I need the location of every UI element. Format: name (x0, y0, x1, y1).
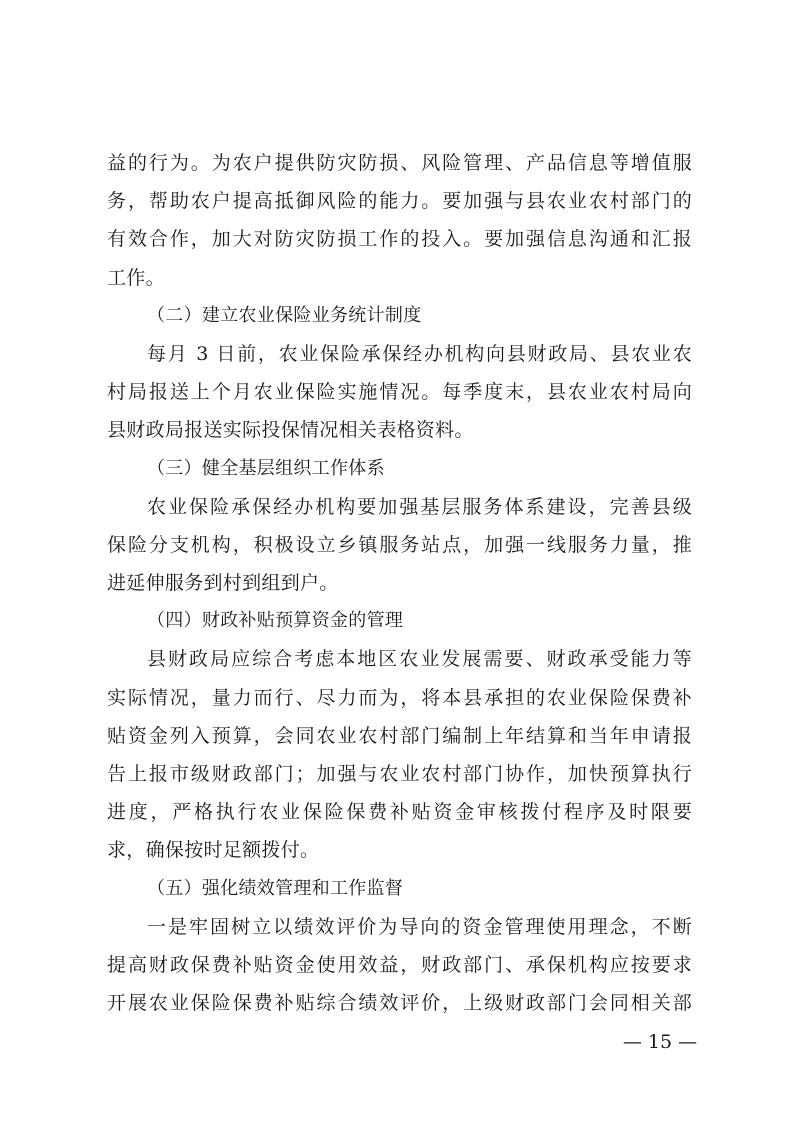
paragraph-line: 保险分支机构，积极设立乡镇服务站点，加强一线服务力量，推 (107, 533, 692, 556)
paragraph-line: 告上报市级财政部门；加强与农业农村部门协作，加快预算执行 (107, 763, 692, 785)
paragraph-line: 实际情况，量力而行、尽力而为，将本县承担的农业保险保费补 (107, 686, 692, 709)
paragraph-line: 工作。 (107, 266, 165, 289)
section-heading-4: （四）财政补贴预算资金的管理 (147, 610, 404, 632)
paragraph-line: 进延伸服务到村到组到户。 (107, 572, 339, 595)
paragraph-line: 进度，严格执行农业保险保费补贴资金审核拨付程序及时限要 (107, 801, 692, 824)
paragraph-line: 务，帮助农户提高抵御风险的能力。要加强与县农业农村部门的 (107, 190, 692, 213)
section-heading-5: （五）强化绩效管理和工作监督 (147, 877, 404, 899)
section-heading-3: （三）健全基层组织工作体系 (147, 457, 385, 479)
paragraph-line: 开展农业保险保费补贴综合绩效评价，上级财政部门会同相关部 (107, 992, 692, 1015)
paragraph-line: 益的行为。为农户提供防灾防损、风险管理、产品信息等增值服 (107, 152, 692, 174)
paragraph-line: 提高财政保费补贴资金使用效益，财政部门、承保机构应按要求 (107, 953, 692, 976)
paragraph-line: 一是牢固树立以绩效评价为导向的资金管理使用理念，不断 (147, 915, 692, 938)
paragraph-line: 每月 3 日前，农业保险承保经办机构向县财政局、县农业农 (147, 342, 692, 365)
page-number: — 15 — (622, 1031, 698, 1053)
paragraph-line: 村局报送上个月农业保险实施情况。每季度末，县农业农村局向 (107, 381, 692, 404)
document-body (107, 144, 692, 1022)
paragraph-line: 有效合作，加大对防灾防损工作的投入。要加强信息沟通和汇报 (107, 228, 692, 251)
section-heading-2: （二）建立农业保险业务统计制度 (147, 304, 422, 326)
paragraph-line: 县财政局报送实际投保情况相关表格资料。 (107, 419, 474, 442)
paragraph-line: 求，确保按时足额拨付。 (107, 839, 320, 862)
paragraph-line: 农业保险承保经办机构要加强基层服务体系建设，完善县级 (147, 495, 692, 518)
paragraph-line: 贴资金列入预算，会同农业农村部门编制上年结算和当年申请报 (107, 724, 692, 747)
paragraph-line: 县财政局应综合考虑本地区农业发展需要、财政承受能力等 (147, 648, 692, 671)
